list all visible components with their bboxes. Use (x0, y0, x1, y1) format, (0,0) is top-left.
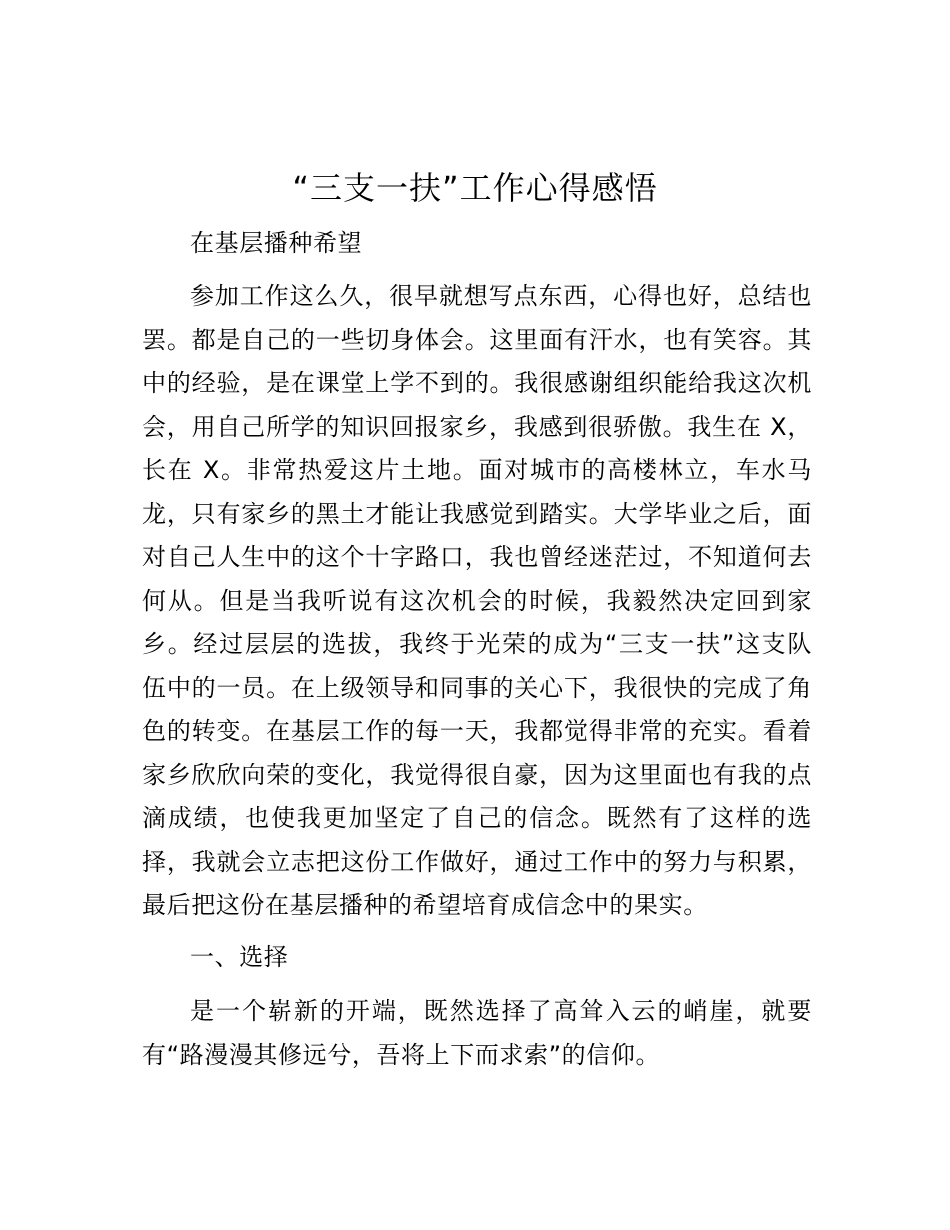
paragraph-line: 罢。都是自己的一些切身体会。这里面有汗水，也有笑容。其 (142, 325, 812, 354)
paragraph-line: 参加工作这么久，很早就想写点东西，心得也好，总结也 (190, 282, 812, 310)
paragraph-line: 对自己人生中的这个十字路口，我也曾经迷茫过，不知道何去 (142, 543, 812, 571)
paragraph-1 (142, 275, 812, 928)
paragraph-line: 择，我就会立志把这份工作做好，通过工作中的努力与积累， (142, 847, 812, 876)
paragraph-line: 色的转变。在基层工作的每一天，我都觉得非常的充实。看着 (142, 717, 812, 745)
paragraph-line: 会，用自己所学的知识回报家乡，我感到很骄傲。我生在 X， (142, 412, 812, 441)
paragraph-line: 何从。但是当我听说有这次机会的时候，我毅然决定回到家 (142, 586, 812, 615)
paragraph-line: 乡。经过层层的选拔，我终于光荣的成为“三支一扶”这支队 (142, 630, 812, 658)
paragraph-line: 中的经验，是在课堂上学不到的。我很感谢组织能给我这次机 (142, 369, 812, 397)
paragraph-2 (142, 990, 812, 1077)
paragraph-line: 家乡欣欣向荣的变化，我觉得很自豪，因为这里面也有我的点 (142, 760, 812, 789)
document-title: “三支一扶”工作心得感悟 (292, 169, 658, 207)
paragraph-line: 滴成绩，也使我更加坚定了自己的信念。既然有了这样的选 (142, 804, 812, 832)
paragraph-line: 伍中的一员。在上级领导和同事的关心下，我很快的完成了角 (142, 673, 812, 702)
paragraph-line: 长在 X。非常热爱这片土地。面对城市的高楼林立，车水马 (142, 456, 812, 484)
paragraph-line: 龙，只有家乡的黑土才能让我感觉到踏实。大学毕业之后，面 (142, 499, 812, 528)
paragraph-line: 是一个崭新的开端，既然选择了高耸入云的峭崖，就要 (190, 997, 812, 1025)
section-heading: 一、选择 (190, 943, 289, 971)
paragraph-line: 最后把这份在基层播种的希望培育成信念中的果实。 (142, 891, 708, 919)
paragraph-line: 有“路漫漫其修远兮，吾将上下而求索”的信仰。 (142, 1040, 661, 1069)
document-subtitle: 在基层播种希望 (190, 229, 363, 257)
